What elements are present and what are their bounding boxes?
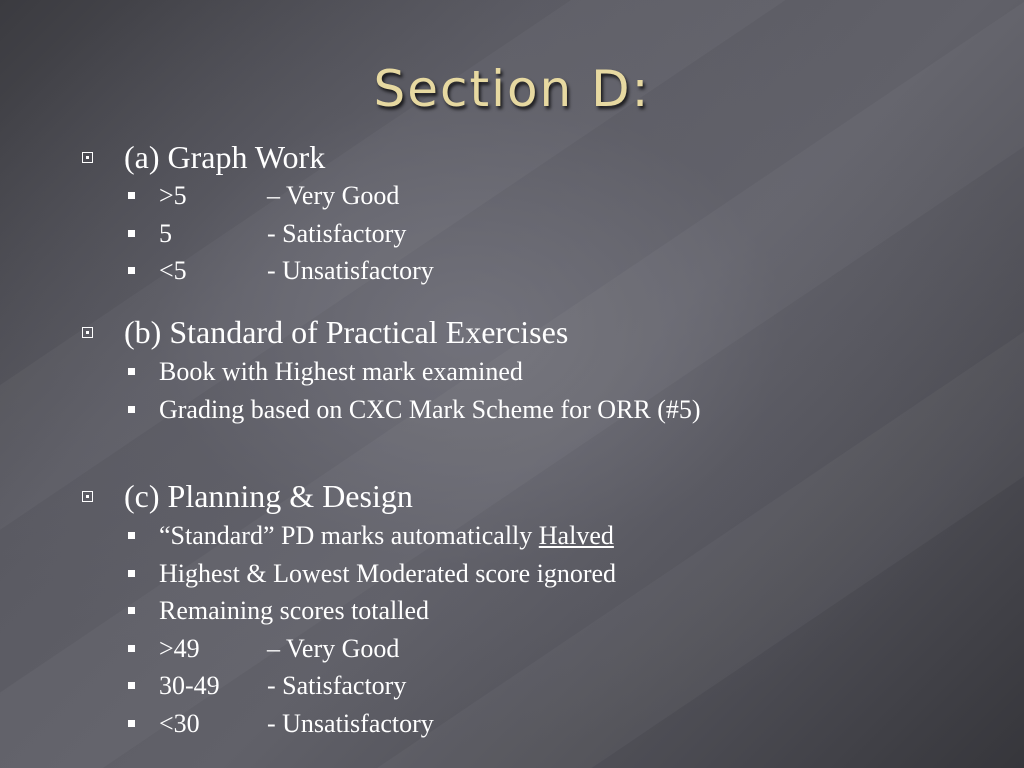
square-bullet-icon	[128, 682, 135, 689]
item-text: Grading based on CXC Mark Scheme for ORR (#5)	[159, 395, 701, 424]
score-label: >5	[159, 181, 187, 210]
square-bullet-icon	[128, 368, 135, 375]
score-label: 30-49	[159, 671, 220, 700]
score-label: <30	[159, 709, 200, 738]
square-bullet-icon	[128, 532, 135, 539]
box-bullet-icon	[82, 491, 93, 502]
score-label: >49	[159, 634, 200, 663]
grade-label: - Satisfactory	[267, 219, 407, 248]
section-heading: (c) Planning & Design	[124, 478, 413, 514]
square-bullet-icon	[128, 406, 135, 413]
box-bullet-icon	[82, 327, 93, 338]
item-text-main: “Standard” PD marks automatically	[159, 521, 539, 550]
square-bullet-icon	[128, 607, 135, 614]
item-text	[159, 521, 614, 551]
score-label: <5	[159, 256, 187, 285]
box-bullet-icon	[82, 152, 93, 163]
grade-label: – Very Good	[267, 634, 400, 663]
score-label: 5	[159, 219, 172, 248]
square-bullet-icon	[128, 267, 135, 274]
emphasis-text: Halved	[538, 521, 614, 550]
slide-title: Section D:	[373, 60, 651, 118]
grade-label: - Unsatisfactory	[267, 709, 434, 738]
square-bullet-icon	[128, 720, 135, 727]
grade-label: – Very Good	[267, 181, 400, 210]
square-bullet-icon	[128, 192, 135, 199]
square-bullet-icon	[128, 645, 135, 652]
section-heading: (a) Graph Work	[124, 139, 326, 175]
item-text: Highest & Lowest Moderated score ignored	[159, 559, 617, 588]
item-text: Remaining scores totalled	[159, 596, 430, 625]
section-heading: (b) Standard of Practical Exercises	[124, 314, 569, 350]
square-bullet-icon	[128, 230, 135, 237]
square-bullet-icon	[128, 570, 135, 577]
item-text: Book with Highest mark examined	[159, 357, 523, 386]
grade-label: - Satisfactory	[267, 671, 407, 700]
grade-label: - Unsatisfactory	[267, 256, 434, 285]
